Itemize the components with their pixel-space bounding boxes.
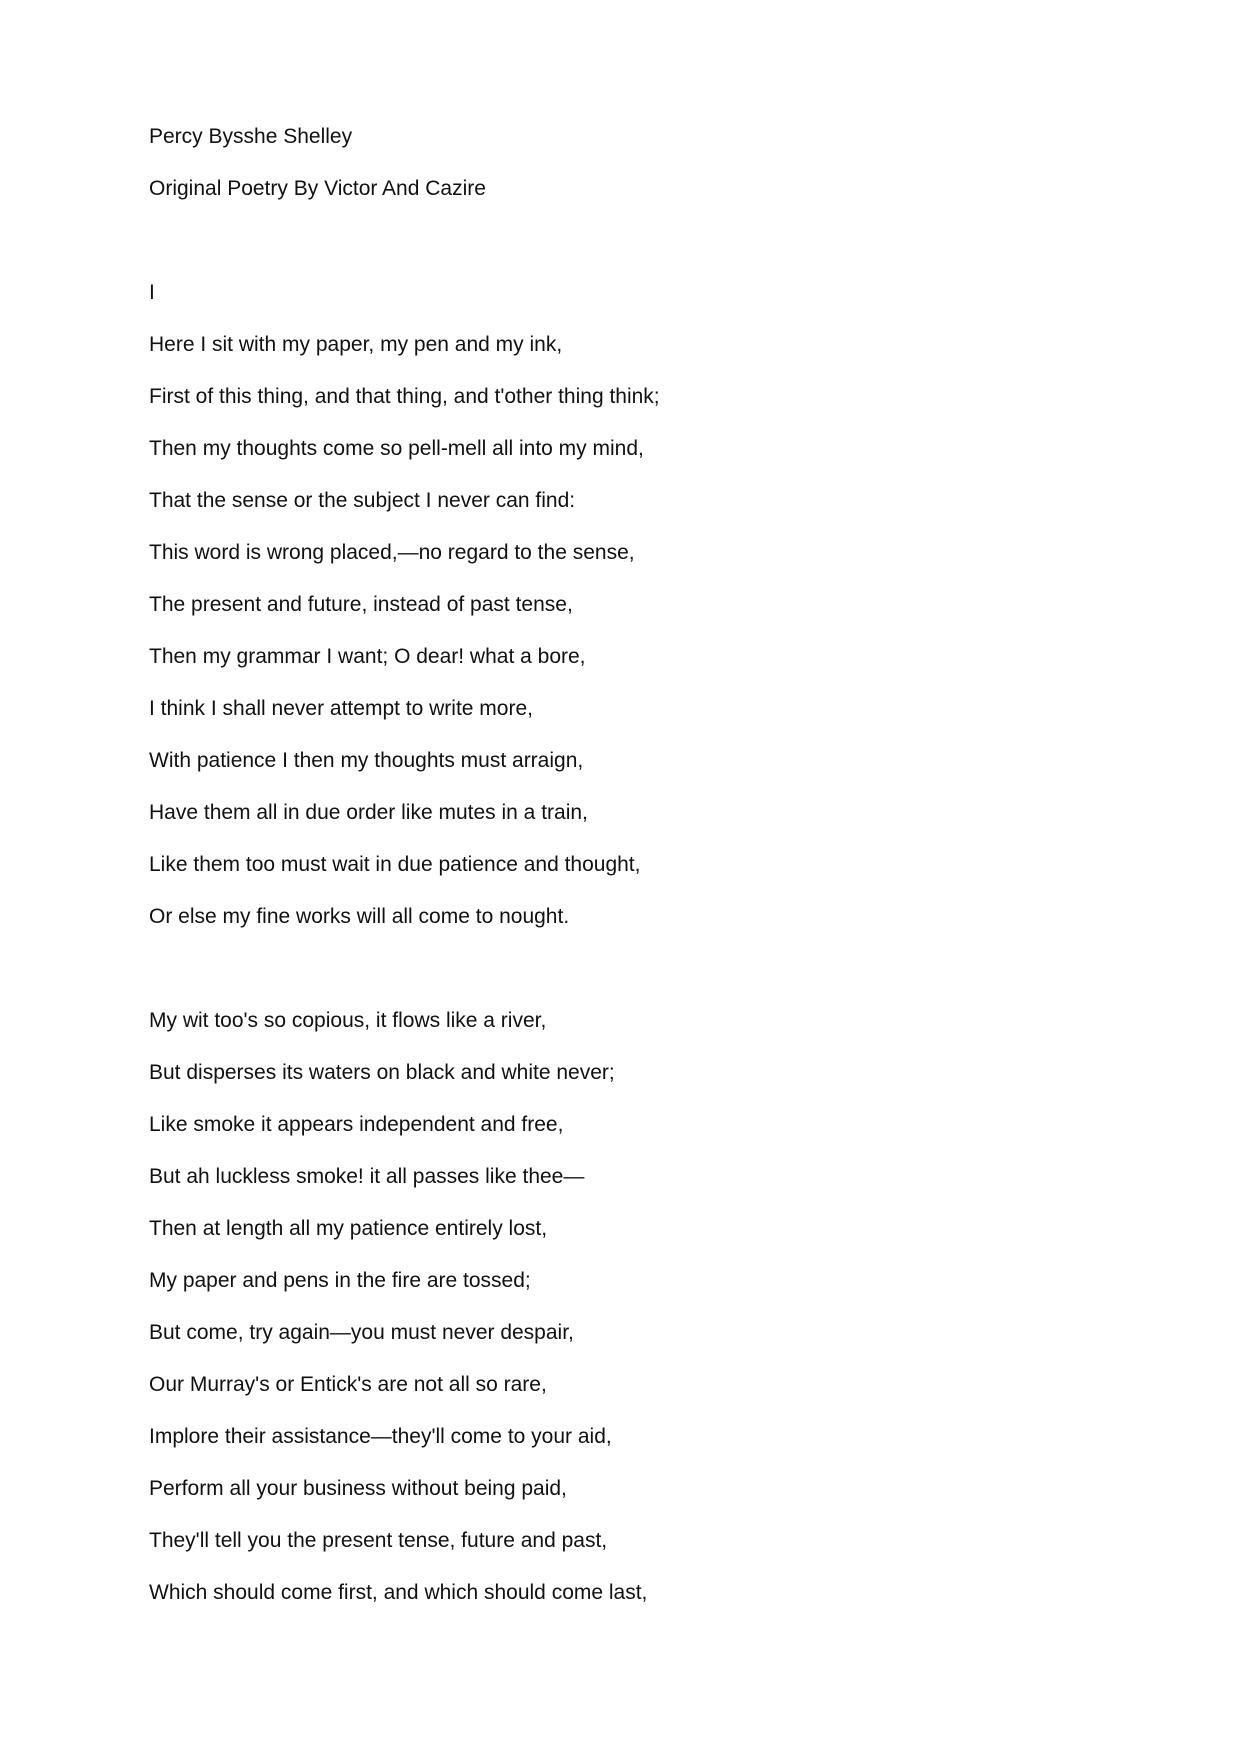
poem-line: Like them too must wait in due patience and thought, [149, 853, 641, 876]
poem-line: First of this thing, and that thing, and t'other thing think; [149, 385, 660, 408]
poem-line: I think I shall never attempt to write more, [149, 697, 533, 720]
poem-line: But ah luckless smoke! it all passes like thee— [149, 1165, 585, 1188]
poem-line: Then my thoughts come so pell-mell all into my mind, [149, 437, 644, 460]
poem-line: Have them all in due order like mutes in a train, [149, 801, 588, 824]
section-number: I [149, 281, 155, 304]
poem-line: That the sense or the subject I never can find: [149, 489, 576, 512]
poem-line: My wit too's so copious, it flows like a river, [149, 1009, 547, 1032]
document-body [149, 111, 1149, 1619]
stanza-2 [149, 995, 1149, 1619]
poem-line: My paper and pens in the fire are tossed; [149, 1269, 531, 1292]
poem-line: Here I sit with my paper, my pen and my ink, [149, 333, 563, 356]
stanza-break [149, 943, 1149, 995]
poem-line: The present and future, instead of past tense, [149, 593, 573, 616]
poem-line: But come, try again—you must never despair, [149, 1321, 574, 1344]
poem-line: They'll tell you the present tense, future and past, [149, 1529, 608, 1552]
poem-line: Implore their assistance—they'll come to your aid, [149, 1425, 612, 1448]
poem-line: With patience I then my thoughts must arraign, [149, 749, 584, 772]
author-name: Percy Bysshe Shelley [149, 125, 353, 148]
poem-line: Our Murray's or Entick's are not all so rare, [149, 1373, 547, 1396]
poem-line: Like smoke it appears independent and free, [149, 1113, 564, 1136]
poem-line: This word is wrong placed,—no regard to the sense, [149, 541, 635, 564]
poem-line: Perform all your business without being paid, [149, 1477, 567, 1500]
poem-line: But disperses its waters on black and white never; [149, 1061, 615, 1084]
poem-line: Then my grammar I want; O dear! what a bore, [149, 645, 586, 668]
stanza-1 [149, 319, 1149, 943]
blank-line [149, 215, 1149, 267]
document-title: Original Poetry By Victor And Cazire [149, 177, 486, 200]
poem-line: Then at length all my patience entirely lost, [149, 1217, 548, 1240]
poem-line: Which should come first, and which should come last, [149, 1581, 648, 1604]
poem-line: Or else my fine works will all come to nought. [149, 905, 570, 928]
